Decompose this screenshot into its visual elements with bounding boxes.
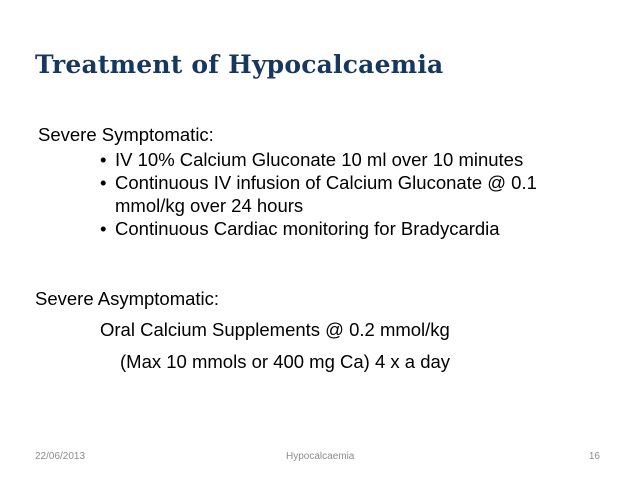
symptomatic-bullet-list	[100, 148, 537, 240]
bullet-text: IV 10% Calcium Gluconate 10 ml over 10 minutes	[115, 149, 524, 170]
bullet-text: Continuous IV infusion of Calcium Gluconate @ 0.1	[115, 172, 537, 193]
footer-topic: Hypocalcaemia	[286, 451, 355, 462]
bullet-item	[100, 217, 537, 240]
bullet-text: Continuous Cardiac monitoring for Bradycardia	[115, 218, 500, 239]
bullet-item	[100, 171, 537, 217]
footer-date: 22/06/2013	[35, 451, 86, 462]
footer-page-number: 16	[588, 451, 600, 462]
symptomatic-heading: Severe Symptomatic:	[38, 124, 214, 145]
asymptomatic-line-2: (Max 10 mmols or 400 mg Ca) 4 x a day	[120, 351, 451, 372]
bullet-item	[100, 148, 537, 171]
asymptomatic-line-1: Oral Calcium Supplements @ 0.2 mmol/kg	[100, 319, 450, 340]
slide-title: Treatment of Hypocalcaemia	[35, 50, 444, 79]
asymptomatic-heading: Severe Asymptomatic:	[35, 288, 220, 309]
bullet-text-continuation: mmol/kg over 24 hours	[115, 195, 304, 216]
